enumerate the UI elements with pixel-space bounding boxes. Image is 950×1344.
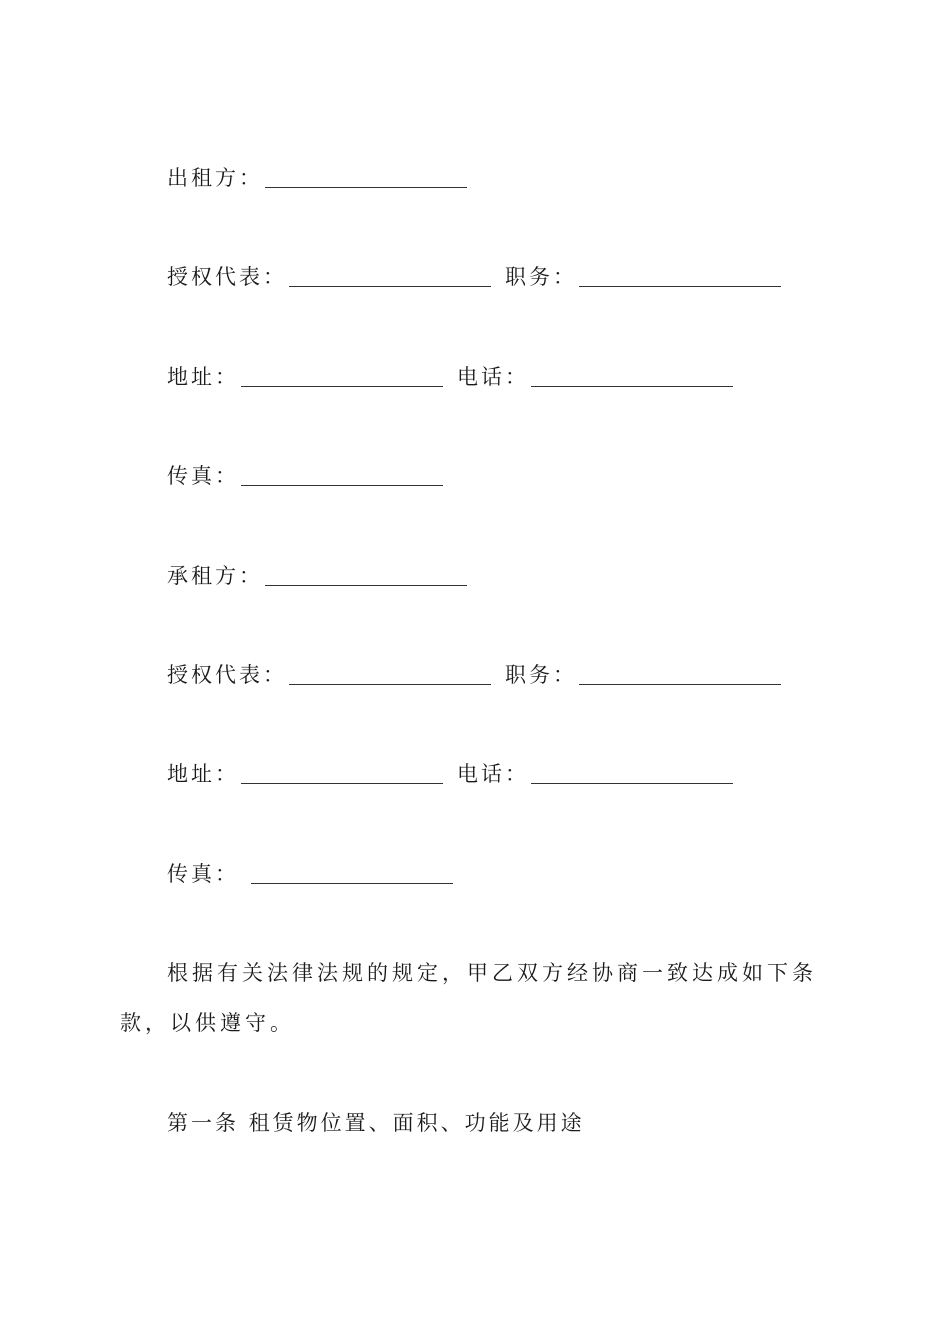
lessee-phone-blank[interactable] (531, 777, 733, 784)
lessee-rep-label: 授权代表： (167, 663, 287, 687)
lessee-rep-blank[interactable] (289, 678, 491, 685)
lessee-fax-row (167, 860, 453, 888)
lessor-address-row (167, 363, 733, 391)
lessee-fax-label: 传真： (167, 862, 239, 886)
lessee-party-row (167, 562, 467, 590)
preamble-paragraph: 根据有关法律法规的规定，甲乙双方经协商一致达成如下条款，以供遵守。 (120, 961, 817, 1035)
lessee-rep-row (167, 661, 781, 689)
lessee-party-label: 承租方： (167, 564, 263, 588)
lessee-phone-label: 电话： (457, 762, 529, 786)
lessor-rep-blank[interactable] (289, 280, 491, 287)
lessor-phone-blank[interactable] (531, 380, 733, 387)
lessor-title-blank[interactable] (579, 280, 781, 287)
lessee-address-row (167, 760, 733, 788)
lessor-party-blank[interactable] (265, 181, 467, 188)
lessor-party-row (167, 164, 467, 192)
lessee-title-label: 职务： (505, 663, 577, 687)
lessor-fax-label: 传真： (167, 464, 239, 488)
lessor-fax-row (167, 462, 443, 490)
lessee-address-blank[interactable] (241, 777, 443, 784)
lessor-title-label: 职务： (505, 265, 577, 289)
lessor-party-label: 出租方： (167, 166, 263, 190)
lessor-rep-row (167, 263, 781, 291)
lessee-title-blank[interactable] (579, 678, 781, 685)
lessor-rep-label: 授权代表： (167, 265, 287, 289)
article-1-heading: 第一条 租赁物位置、面积、功能及用途 (167, 1111, 585, 1135)
lessee-party-blank[interactable] (265, 579, 467, 586)
lessee-fax-blank[interactable] (251, 877, 453, 884)
lessor-address-label: 地址： (167, 365, 239, 389)
lessor-phone-label: 电话： (457, 365, 529, 389)
lessor-address-blank[interactable] (241, 380, 443, 387)
lessee-address-label: 地址： (167, 762, 239, 786)
lessor-fax-blank[interactable] (241, 479, 443, 486)
